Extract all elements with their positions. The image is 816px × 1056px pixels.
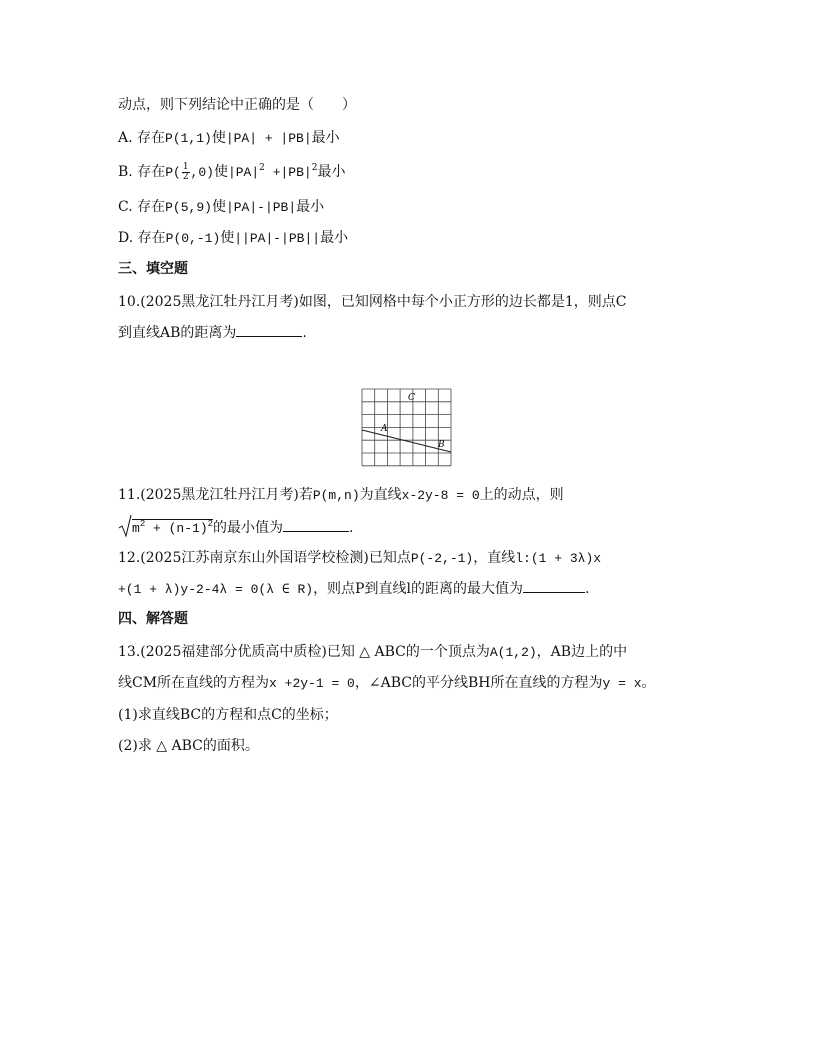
q12-line1 (118, 548, 601, 569)
option-b-point-pre: P( (165, 165, 181, 180)
grid-lines (362, 389, 451, 466)
option-b-expr2: +|PB| (264, 165, 312, 180)
grid-figure (361, 388, 453, 468)
option-b-prefix: B. 存在 (118, 164, 166, 180)
section-fill-in-heading: 三、填空题 (118, 261, 188, 277)
radicand-sup2: 2 (207, 519, 214, 529)
option-d-point: P(0,-1) (165, 231, 221, 246)
q13-line2-mid: ，∠ABC的平分线BH所在直线的方程为 (354, 675, 603, 691)
q10-line2 (118, 323, 307, 343)
option-a-mid: 使 (211, 130, 226, 146)
q13-equation2: y = x (602, 676, 642, 691)
option-c-suffix: 最小 (296, 199, 325, 215)
q13-line2-end: 。 (641, 675, 656, 691)
option-b-fraction (182, 163, 190, 182)
option-a-point: P(1,1) (165, 131, 212, 146)
answer-blank[interactable] (523, 580, 585, 593)
option-d-suffix: 最小 (320, 230, 349, 246)
q12-point: P(-2,-1) (410, 551, 474, 566)
q9-option-a (118, 128, 340, 149)
q10-line1: 10.(2025黑龙江牡丹江月考)如图，已知网格中每个小正方形的边长都是1，则点C (118, 294, 627, 310)
option-b-expr1: |PA| (227, 165, 260, 180)
point-c-label: C (408, 393, 415, 403)
option-d-prefix: D. 存在 (118, 230, 166, 246)
option-a-prefix: A. 存在 (118, 130, 166, 146)
radicand-rest: + (n-1) (145, 521, 208, 536)
q10-text: 到直线AB的距离为 (118, 325, 237, 341)
q13-prefix: 13.(2025福建部分优质高中质检)已知 △ ABC的一个顶点为 (118, 644, 490, 660)
q12-end: . (584, 581, 590, 597)
q11-end: . (349, 520, 354, 536)
point-b-label: B (438, 440, 445, 450)
fraction-numerator: 1 (182, 161, 189, 172)
q11-radical (118, 518, 213, 539)
q11-point: P(m,n) (312, 488, 360, 503)
q13-line1 (118, 642, 627, 663)
option-c-point: P(5,9) (165, 200, 212, 215)
option-d-mid: 使 (220, 230, 235, 246)
option-b-sup1: 2 (259, 163, 265, 173)
q11-post: 上的动点，则 (479, 487, 564, 503)
q9-option-c (118, 197, 324, 218)
radicand-sup1: 2 (139, 519, 146, 529)
fraction-denominator: 2 (182, 171, 189, 182)
q11-prefix: 11.(2025黑龙江牡丹江月考)若 (118, 487, 313, 503)
q12-mid: ，直线 (473, 550, 516, 566)
answer-blank[interactable] (283, 519, 349, 532)
option-c-prefix: C. 存在 (118, 199, 166, 215)
q11-line2 (118, 518, 354, 539)
q10-end: . (302, 325, 307, 341)
q13-post: ，AB边上的中 (536, 644, 628, 660)
option-b-mid: 使 (213, 164, 228, 180)
option-a-suffix: 最小 (311, 130, 340, 146)
radicand-m: m (132, 521, 140, 536)
option-c-expr: |PA|-|PB| (225, 200, 297, 215)
q11-text: 的最小值为 (213, 520, 284, 536)
q13-line2-prefix: 线CM所在直线的方程为 (118, 675, 270, 691)
q12-line2 (118, 579, 589, 600)
q13-line2 (118, 673, 656, 694)
option-a-expr: |PA| + |PB| (225, 131, 312, 146)
option-d-expr: ||PA|-|PB|| (234, 231, 321, 246)
q11-equation: x-2y-8 = 0 (401, 488, 480, 503)
q13-equation1: x +2y-1 = 0 (269, 676, 355, 691)
point-a-label: A (381, 424, 388, 434)
radical-sign-icon (118, 514, 132, 538)
q9-option-b (118, 162, 345, 183)
radicand (132, 519, 213, 536)
q13-part2: (2)求 △ ABC的面积。 (118, 738, 259, 754)
q12-prefix: 12.(2025江苏南京东山外国语学校检测)已知点 (118, 550, 411, 566)
q12-equation1: l:(1 + 3λ)x (515, 551, 602, 566)
option-c-mid: 使 (211, 199, 226, 215)
q12-equation2: +(1 + λ)y-2-4λ = 0(λ ∈ R) (118, 582, 314, 597)
q13-part1: (1)求直线BC的方程和点C的坐标； (118, 707, 338, 723)
section-answer-heading: 四、解答题 (118, 611, 188, 627)
option-b-sup2: 2 (311, 163, 318, 173)
q9-option-d (118, 228, 348, 249)
q11-line1 (118, 485, 564, 506)
option-b-point-post: ,0) (190, 165, 214, 180)
answer-blank[interactable] (236, 324, 302, 337)
q12-text: ，则点P到直线l的距离的最大值为 (313, 581, 523, 597)
option-b-suffix: 最小 (317, 164, 346, 180)
q13-point-a: A(1,2) (489, 645, 537, 660)
q9-stem: 动点，则下列结论中正确的是（ ） (118, 97, 356, 113)
q11-mid: 为直线 (359, 487, 402, 503)
